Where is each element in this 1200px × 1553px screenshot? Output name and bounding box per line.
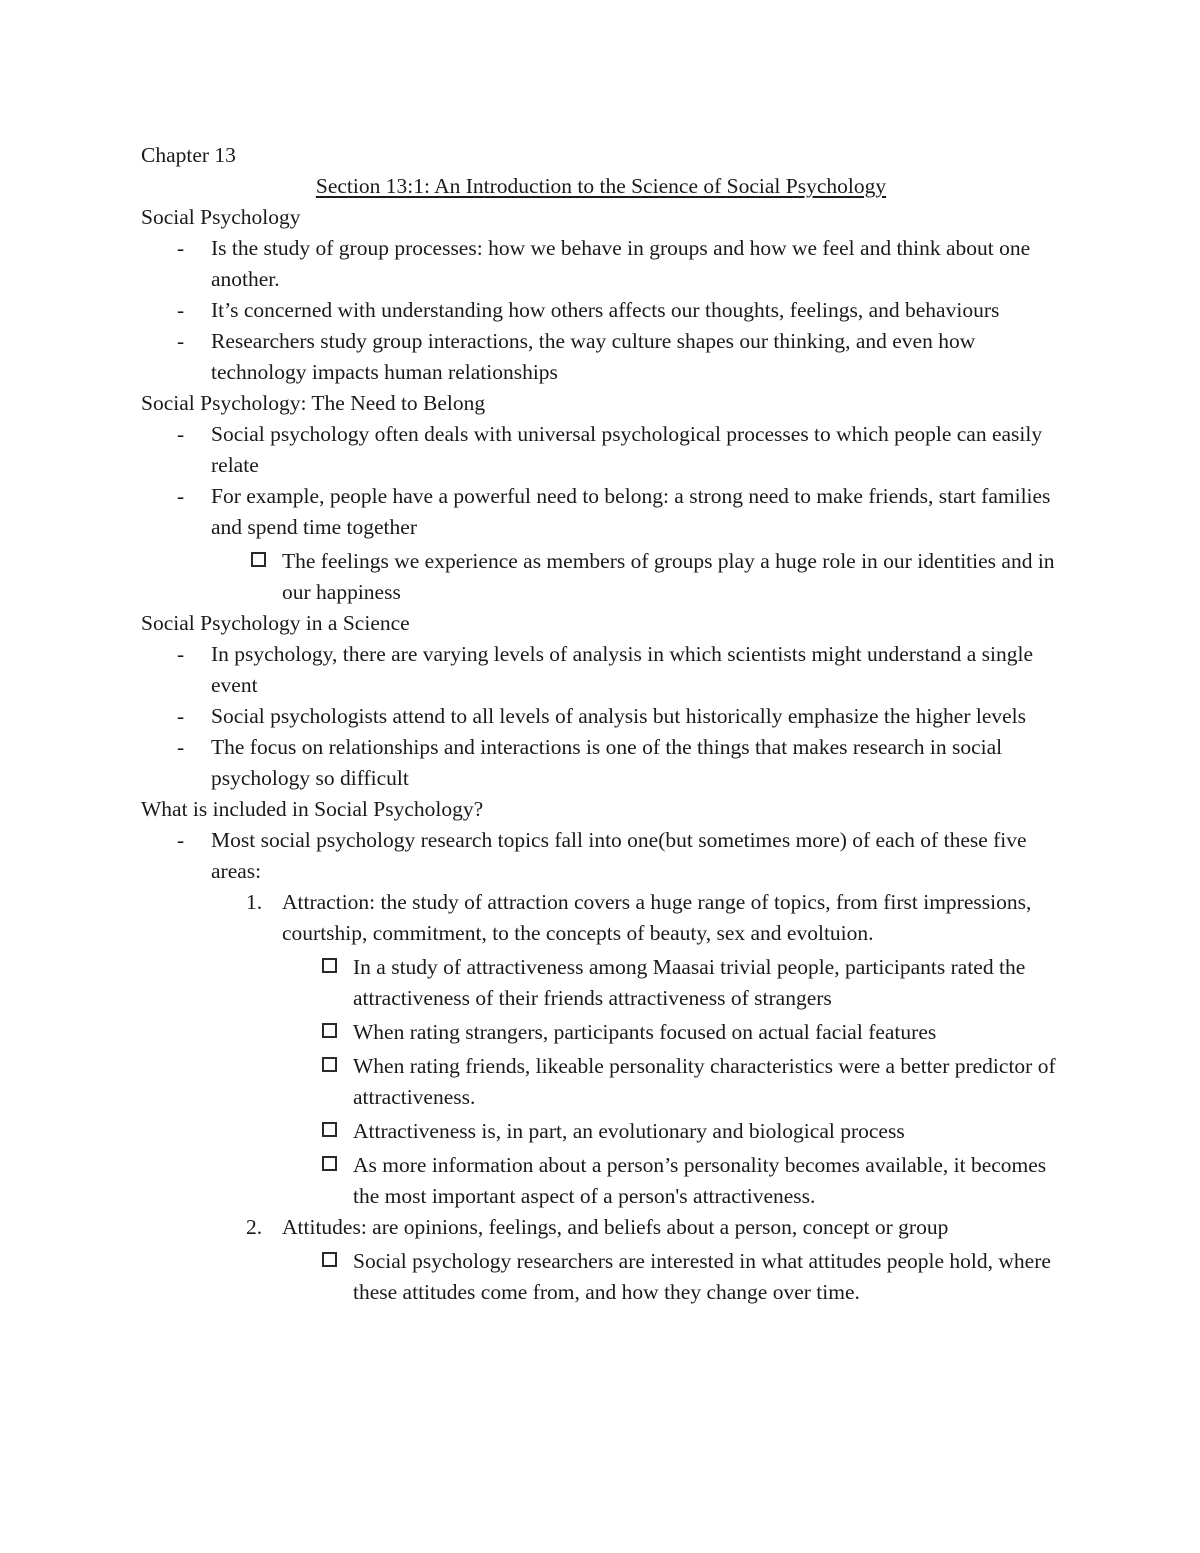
item-number: 2.	[246, 1215, 263, 1239]
list-item: - Most social psychology research topics fall into one(but sometimes more) of each of these five areas:	[141, 825, 1061, 887]
checkbox-item: When rating strangers, participants focused on actual facial features	[141, 1017, 1061, 1048]
list-item: - Is the study of group processes: how we behave in groups and how we feel and think about one another.	[141, 233, 1061, 295]
heading-need-to-belong: Social Psychology: The Need to Belong	[141, 391, 486, 415]
dash-bullet: -	[177, 484, 185, 508]
document-body	[141, 140, 1061, 1308]
checkbox-item: Social psychology researchers are interested in what attitudes people hold, where these attitudes come from, and how they change over time.	[141, 1246, 1061, 1308]
dash-bullet: -	[177, 236, 185, 260]
checkbox-item: When rating friends, likeable personality characteristics were a better predictor of attractiveness.	[141, 1051, 1061, 1113]
dash-bullet: -	[177, 735, 185, 759]
dash-bullet: -	[177, 298, 185, 322]
heading-social-psychology: Social Psychology	[141, 205, 301, 229]
list-item: - It’s concerned with understanding how others affects our thoughts, feelings, and behaviours	[141, 295, 1061, 326]
checkbox-bullet-icon	[322, 1252, 337, 1267]
checkbox-item: Attractiveness is, in part, an evolutionary and biological process	[141, 1116, 1061, 1147]
checkbox-bullet-icon	[251, 552, 266, 567]
checkbox-item: The feelings we experience as members of groups play a huge role in our identities and in our happiness	[141, 546, 1061, 608]
list-item: - Social psychologists attend to all levels of analysis but historically emphasize the higher levels	[141, 701, 1061, 732]
checkbox-bullet-icon	[322, 1122, 337, 1137]
dash-bullet: -	[177, 329, 185, 353]
heading-science: Social Psychology in a Science	[141, 611, 410, 635]
checkbox-bullet-icon	[322, 1057, 337, 1072]
chapter-heading: Chapter 13	[141, 143, 236, 167]
checkbox-bullet-icon	[322, 958, 337, 973]
item-number: 1.	[246, 890, 263, 914]
list-item: - In psychology, there are varying levels of analysis in which scientists might understand a single event	[141, 639, 1061, 701]
numbered-item-attitudes: 2. Attitudes: are opinions, feelings, and beliefs about a person, concept or group	[141, 1212, 1061, 1243]
numbered-item-attraction: 1. Attraction: the study of attraction covers a huge range of topics, from first impressions, courtship, commitment, to the concepts of beauty, sex and evoltuion.	[141, 887, 1061, 949]
section-title: Section 13:1: An Introduction to the Science of Social Psychology	[315, 174, 887, 198]
list-item: - Researchers study group interactions, the way culture shapes our thinking, and even how technology impacts human relationships	[141, 326, 1061, 388]
dash-bullet: -	[177, 828, 185, 852]
dash-bullet: -	[177, 642, 185, 666]
checkbox-item: As more information about a person’s personality becomes available, it becomes the most important aspect of a person's attractiveness.	[141, 1150, 1061, 1212]
list-item: - Social psychology often deals with universal psychological processes to which people can easily relate	[141, 419, 1061, 481]
checkbox-bullet-icon	[322, 1023, 337, 1038]
checkbox-bullet-icon	[322, 1156, 337, 1171]
list-item: - The focus on relationships and interactions is one of the things that makes research in social psychology so difficult	[141, 732, 1061, 794]
heading-included: What is included in Social Psychology?	[141, 797, 484, 821]
dash-bullet: -	[177, 704, 185, 728]
list-item: - For example, people have a powerful need to belong: a strong need to make friends, start families and spend time together	[141, 481, 1061, 543]
dash-bullet: -	[177, 422, 185, 446]
checkbox-item: In a study of attractiveness among Maasai trivial people, participants rated the attractiveness of their friends attractiveness of strangers	[141, 952, 1061, 1014]
